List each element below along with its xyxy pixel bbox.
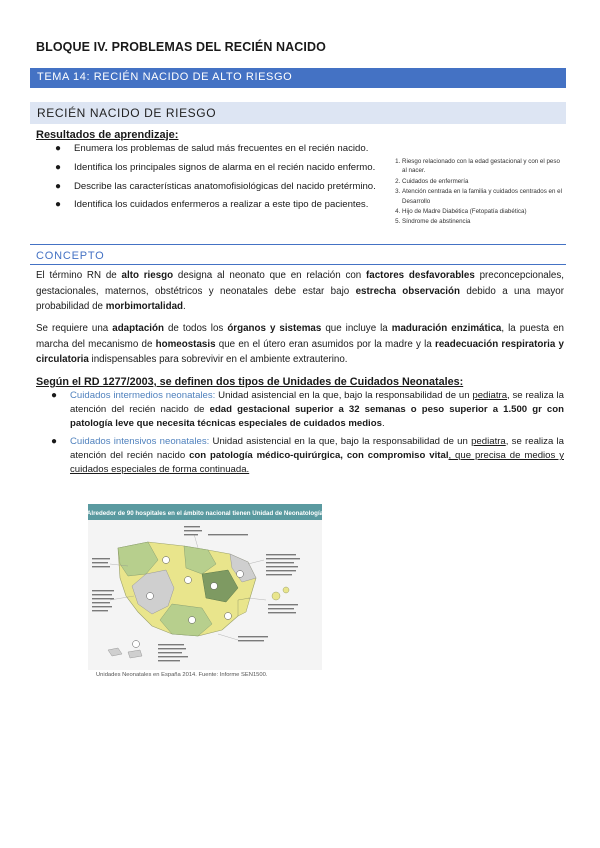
tema-title-bar	[30, 68, 566, 88]
bullet-icon: ●	[51, 390, 58, 401]
list-item: ● Enumera los problemas de salud más frecuentes en el recién nacido.	[55, 143, 369, 154]
rd-title: Según el RD 1277/2003, se definen dos tipos de Unidades de Cuidados Neonatales:	[36, 376, 464, 388]
concept-paragraph-1: El término RN de alto riesgo designa al neonato que en relación con factores desfavorables preconcepcionales, gestacionales, maternos, obstétricos y neonatales debe estar bajo estrecha observación debido a una mayor probabilidad de morbimortalidad.	[36, 270, 564, 312]
list-item: ● Cuidados intensivos neonatales: Unidad asistencial en la que, bajo la responsabilidad de un pediatra, se realiza la atención del recién nacido con patología médico-quirúrgica, con compromiso vital, que precisa de medios y cuidados especiales de forma continuada.	[51, 436, 565, 475]
block-title: BLOQUE IV. PROBLEMAS DEL RECIÉN NACIDO	[36, 40, 326, 54]
concept-paragraph-2: Se requiere una adaptación de todos los órganos y sistemas que incluye la maduración enzimática, la puesta en marcha del mecanismo de homeostasis que en el útero eran asumidos por la madre y la readecuación respiratoria y circulatoria indispensables para sobrevivir en el ambiente extrauterino.	[36, 323, 564, 365]
section-title-bar	[30, 102, 566, 124]
bullet-icon: ●	[55, 143, 62, 154]
neonatal-units-map	[88, 504, 322, 670]
list-item: ● Describe las características anatomofisiológicas del nacido pretérmino.	[55, 180, 376, 192]
index-item: 5. Síndrome de abstinencia	[402, 217, 566, 226]
section-title: RECIÉN NACIDO DE RIESGO	[37, 106, 217, 120]
map-caption: Unidades Neonatales en España 2014. Fuente: Informe SEN1500.	[96, 672, 268, 678]
index-item: 2. Cuidados de enfermería	[402, 177, 566, 186]
index-item: 4. Hijo de Madre Diabética (Fetopatía diabética)	[402, 207, 566, 216]
map-banner: Alrededor de 90 hospitales en el ámbito nacional tienen Unidad de Neonatología	[88, 510, 322, 517]
index-item: 1. Riesgo relacionado con la edad gestacional y con el peso al nacer.	[402, 157, 566, 176]
results-list	[40, 142, 380, 217]
list-item: ● Identifica los principales signos de alarma en el recién nacido enfermo.	[55, 161, 376, 173]
list-item: ● Cuidados intermedios neonatales: Unidad asistencial en la que, bajo la responsabilidad de un pediatra, se realiza la atención del recién nacido de edad gestacional superior a 32 semanas o peso superior a 1.500 gr con patología leve que necesita técnicas especiales de cuidados medios.	[51, 390, 564, 429]
topic-index	[388, 157, 566, 228]
bullet-icon: ●	[55, 180, 62, 192]
care-units-list	[36, 389, 564, 482]
divider	[30, 264, 566, 265]
index-item: 3. Atención centrada en la familia y cuidados centrados en el Desarrollo	[402, 187, 566, 206]
divider	[30, 244, 566, 245]
results-title: Resultados de aprendizaje:	[36, 129, 179, 141]
bullet-icon: ●	[55, 199, 62, 211]
bullet-icon: ●	[55, 161, 62, 173]
bullet-icon: ●	[51, 436, 58, 448]
tema-title: TEMA 14: RECIÉN NACIDO DE ALTO RIESGO	[37, 71, 293, 83]
spain-map-image	[88, 504, 322, 670]
list-item: ● Identifica los cuidados enfermeros a realizar a este tipo de pacientes.	[55, 199, 369, 211]
concepto-heading: CONCEPTO	[36, 250, 105, 262]
